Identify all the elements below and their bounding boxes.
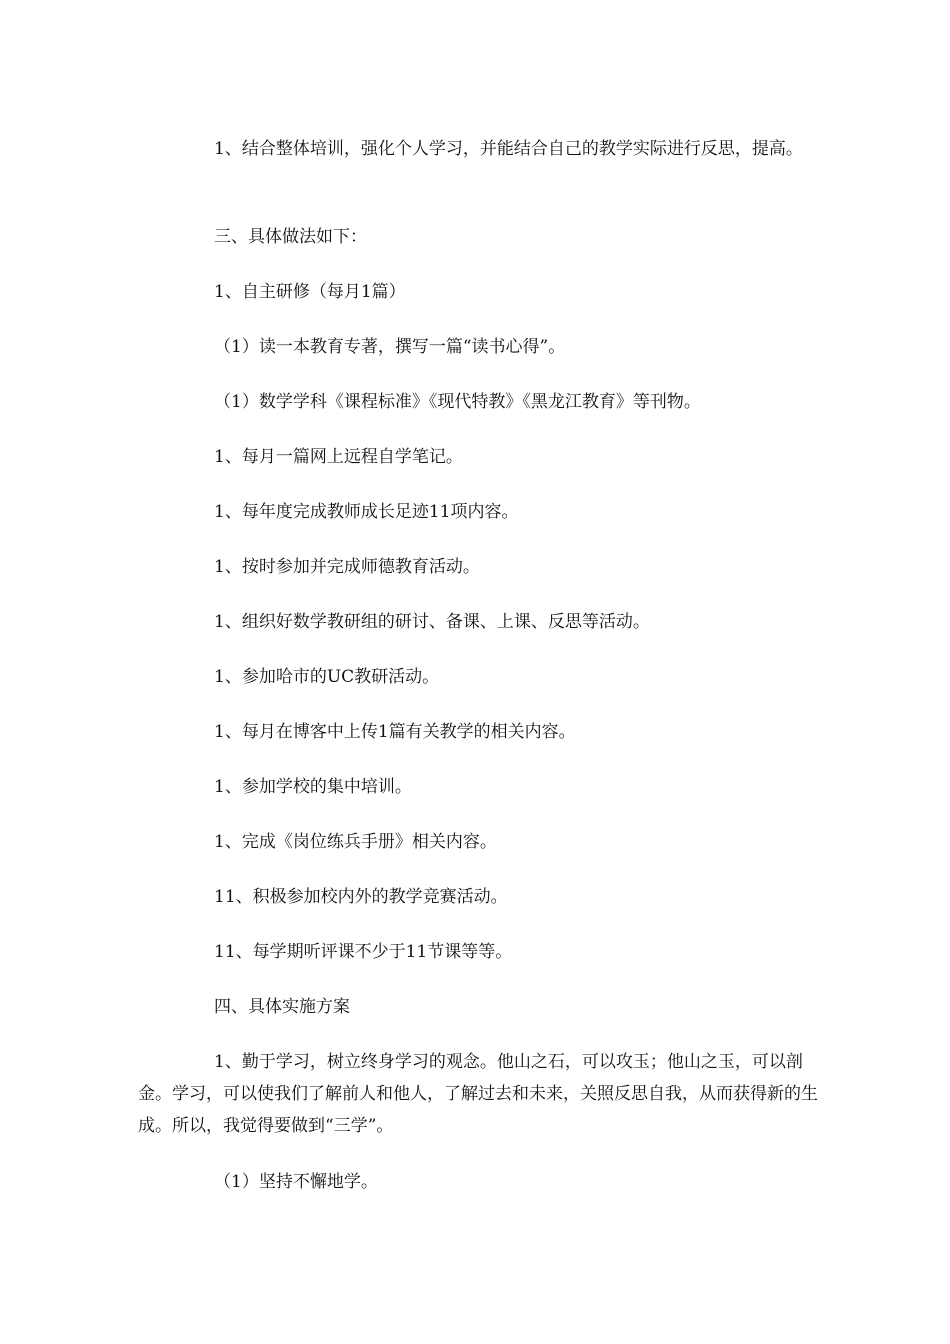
paragraph-competition: 11、积极参加校内外的教学竞赛活动。	[214, 887, 508, 907]
paragraph-research-group: 1、组织好数学教研组的研讨、备课、上课、反思等活动。	[214, 612, 650, 632]
paragraph-lesson-review: 11、每学期听评课不少于11节课等等。	[214, 942, 513, 962]
section-heading-3: 三、具体做法如下：	[214, 227, 367, 247]
paragraph-self-study: 1、自主研修（每月1篇）	[214, 282, 406, 302]
paragraph-blog: 1、每月在博客中上传1篇有关教学的相关内容。	[214, 722, 576, 742]
paragraph-learning: 1、勤于学习，树立终身学习的观念。他山之石，可以攻玉；他山之玉，可以剖金。学习，可以使我们了解前人和他人，了解过去和未来，关照反思自我，从而获得新的生成。所以，我觉得要做到“三学”。	[138, 1052, 818, 1136]
section-heading-4: 四、具体实施方案	[214, 997, 350, 1017]
paragraph-growth: 1、每年度完成教师成长足迹11项内容。	[214, 502, 519, 522]
paragraph-journals: （1）数学学科《课程标准》《现代特教》《黑龙江教育》等刊物。	[214, 392, 701, 412]
paragraph-handbook: 1、完成《岗位练兵手册》相关内容。	[214, 832, 497, 852]
paragraph-ethics: 1、按时参加并完成师德教育活动。	[214, 557, 480, 577]
paragraph-school-training: 1、参加学校的集中培训。	[214, 777, 412, 797]
paragraph-1: 1、结合整体培训，强化个人学习，并能结合自己的教学实际进行反思，提高。	[214, 139, 803, 159]
paragraph-reading: （1）读一本教育专著，撰写一篇“读书心得”。	[214, 337, 566, 357]
paragraph-persist: （1）坚持不懈地学。	[214, 1172, 378, 1192]
paragraph-notes: 1、每月一篇网上远程自学笔记。	[214, 447, 463, 467]
paragraph-uc: 1、参加哈市的UC教研活动。	[214, 667, 440, 687]
